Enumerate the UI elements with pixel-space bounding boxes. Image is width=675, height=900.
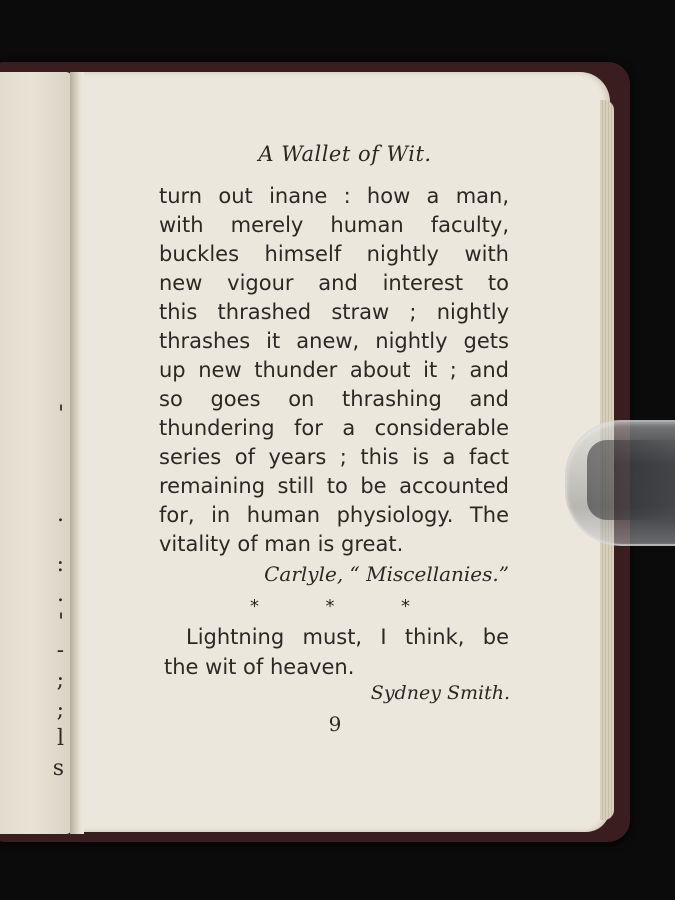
left-page-text-fragments	[0, 72, 72, 834]
asterisk: *	[250, 596, 259, 617]
body-line: series of years ; this is a fact	[159, 445, 509, 469]
quote-lightning	[164, 622, 509, 682]
left-page-mark: -	[56, 638, 64, 663]
body-line: thundering for a considerable	[159, 416, 509, 440]
left-page-mark: .	[57, 502, 64, 527]
quote-line: Lightning must, I think, be	[186, 625, 509, 649]
body-text	[159, 182, 509, 559]
body-line: so goes on thrashing and	[159, 387, 509, 411]
asterisk: *	[401, 596, 410, 617]
body-line: for, in human physiology. The	[159, 503, 509, 527]
body-line: remaining still to be accounted	[159, 474, 509, 498]
body-line: vitality of man is great.	[159, 532, 404, 556]
body-line: this thrashed straw ; nightly	[159, 300, 509, 324]
left-page-mark: ;	[56, 668, 64, 693]
body-line: with merely human faculty,	[159, 213, 509, 237]
attribution-carlyle: Carlyle, “ Miscellanies.”	[264, 562, 509, 586]
left-page-mark: .	[57, 582, 64, 607]
left-page	[0, 72, 72, 834]
asterisk: *	[325, 596, 335, 617]
section-separator	[250, 596, 410, 617]
attribution-sydney-smith: Sydney Smith.	[370, 682, 510, 704]
running-head: A Wallet of Wit.	[258, 142, 432, 166]
left-page-mark: '	[57, 402, 64, 427]
body-line: up new thunder about it ; and	[159, 358, 509, 382]
left-page-mark: l	[56, 726, 64, 751]
left-page-mark: '	[57, 610, 64, 635]
page-number: 9	[328, 712, 342, 736]
page-clip	[565, 420, 675, 546]
left-page-mark: :	[56, 552, 64, 577]
left-page-mark: s	[52, 756, 64, 781]
left-page-mark: ;	[56, 698, 64, 723]
body-line: new vigour and interest to	[159, 271, 509, 295]
body-line: buckles himself nightly with	[159, 242, 509, 266]
body-line: thrashes it anew, nightly gets	[159, 329, 509, 353]
quote-line: the wit of heaven.	[164, 655, 355, 679]
body-line: turn out inane : how a man,	[159, 184, 509, 208]
clip-shadow	[587, 440, 675, 520]
